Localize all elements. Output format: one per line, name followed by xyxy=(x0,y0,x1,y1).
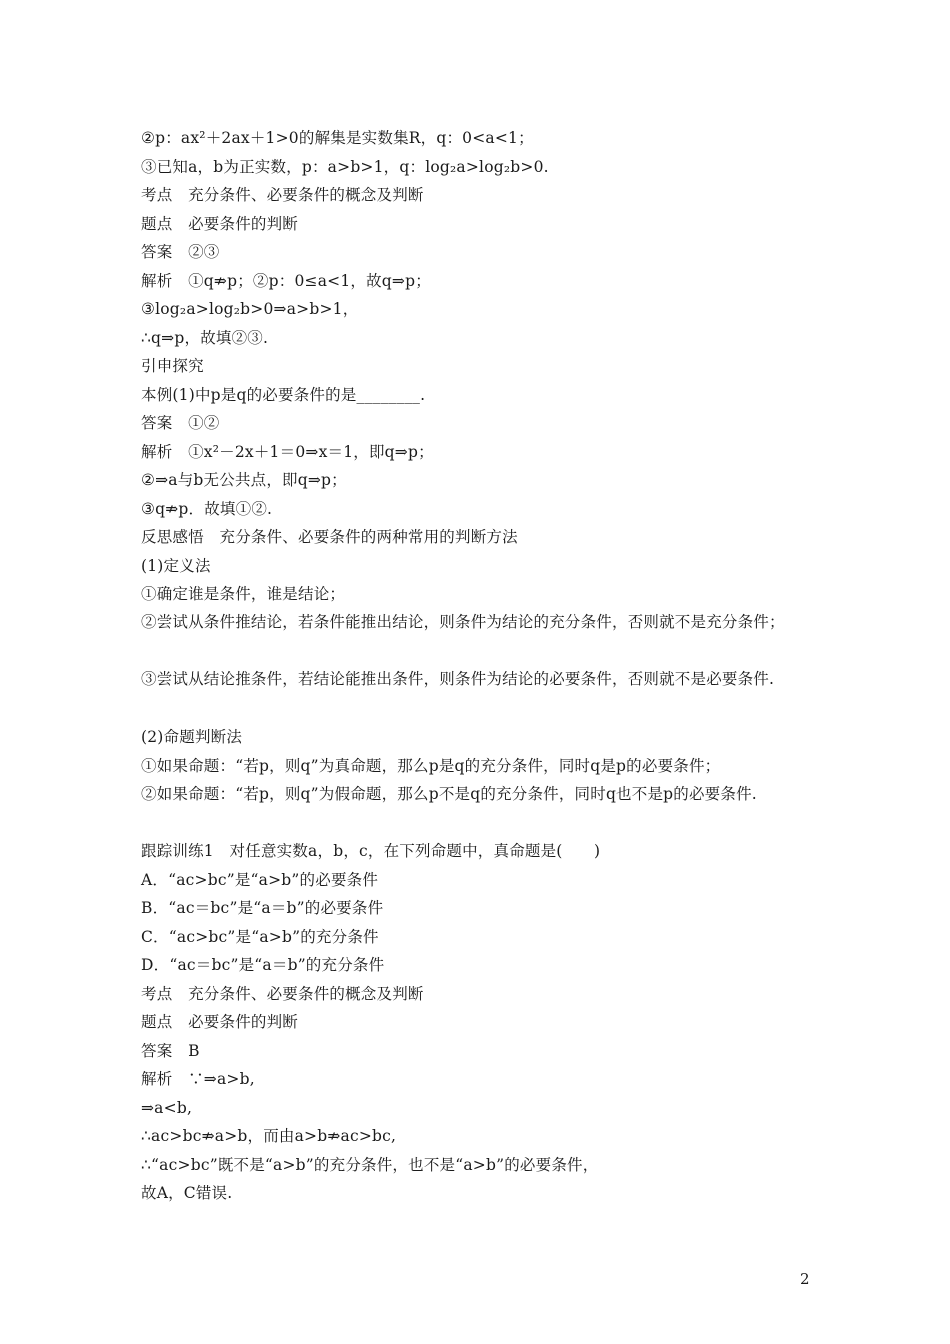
text-line: ③已知a，b为正实数，p：a>b>1，q：log₂a>log₂b>0. xyxy=(141,158,549,176)
text-line: D．“ac＝bc”是“a＝b”的充分条件 xyxy=(141,956,385,974)
text-line: 答案 ①② xyxy=(141,414,220,432)
text-line: C．“ac>bc”是“a>b”的充分条件 xyxy=(141,928,379,946)
text-line: ③q⇏p．故填①②. xyxy=(141,500,273,518)
text-line: 题点 必要条件的判断 xyxy=(141,215,299,233)
text-line: 答案 B xyxy=(141,1042,200,1060)
text-line: 题点 必要条件的判断 xyxy=(141,1013,299,1031)
text-line: ∴ac>bc⇏a>b，而由a>b⇏ac>bc, xyxy=(141,1127,397,1145)
text-line: 考点 充分条件、必要条件的概念及判断 xyxy=(141,985,424,1003)
text-line: ②p：ax²＋2ax＋1>0的解集是实数集R，q：0<a<1； xyxy=(141,129,534,147)
text-line: 跟踪训练1 对任意实数a，b，c，在下列命题中，真命题是( ) xyxy=(141,842,601,860)
text-line: ③log₂a>log₂b>0⇒a>b>1， xyxy=(141,300,359,318)
text-line: 解析 ①q⇏p；②p：0≤a<1，故q⇒p； xyxy=(141,272,431,290)
text-line: ①如果命题：“若p，则q”为真命题，那么p是q的充分条件，同时q是p的必要条件； xyxy=(141,757,721,775)
text-line: 答案 ②③ xyxy=(141,243,220,261)
text-line: 解析 ①x²－2x＋1＝0⇒x＝1，即q⇒p； xyxy=(141,443,434,461)
text-line: ①确定谁是条件，谁是结论； xyxy=(141,585,346,603)
text-line: A．“ac>bc”是“a>b”的必要条件 xyxy=(141,871,379,889)
text-paragraph: ③尝试从结论推条件，若结论能推出条件，则条件为结论的必要条件，否则就不是必要条件. xyxy=(141,670,775,688)
text-line: (2)命题判断法 xyxy=(141,728,243,746)
text-line: 故A，C错误. xyxy=(141,1184,233,1202)
page-number: 2 xyxy=(800,1270,810,1288)
text-line: (1)定义法 xyxy=(141,557,211,575)
text-line: ∴q⇒p，故填②③. xyxy=(141,329,269,347)
text-line: ②⇒a与b无公共点，即q⇒p； xyxy=(141,471,347,489)
text-line: B．“ac＝bc”是“a＝b”的必要条件 xyxy=(141,899,384,917)
text-line: 引申探究 xyxy=(141,357,204,375)
text-line: 本例(1)中p是q的必要条件的是________. xyxy=(141,386,426,404)
text-line: ⇒a<b, xyxy=(141,1099,193,1117)
text-line: 解析 ∵⇒a>b, xyxy=(141,1070,255,1088)
text-line: 考点 充分条件、必要条件的概念及判断 xyxy=(141,186,424,204)
text-paragraph: ②如果命题：“若p，则q”为假命题，那么p不是q的充分条件，同时q也不是p的必要条件. xyxy=(141,785,757,803)
text-line: ∴“ac>bc”既不是“a>b”的充分条件，也不是“a>b”的必要条件， xyxy=(141,1156,599,1174)
text-line: 反思感悟 充分条件、必要条件的两种常用的判断方法 xyxy=(141,528,518,546)
text-paragraph: ②尝试从条件推结论，若条件能推出结论，则条件为结论的充分条件，否则就不是充分条件； xyxy=(141,613,785,631)
